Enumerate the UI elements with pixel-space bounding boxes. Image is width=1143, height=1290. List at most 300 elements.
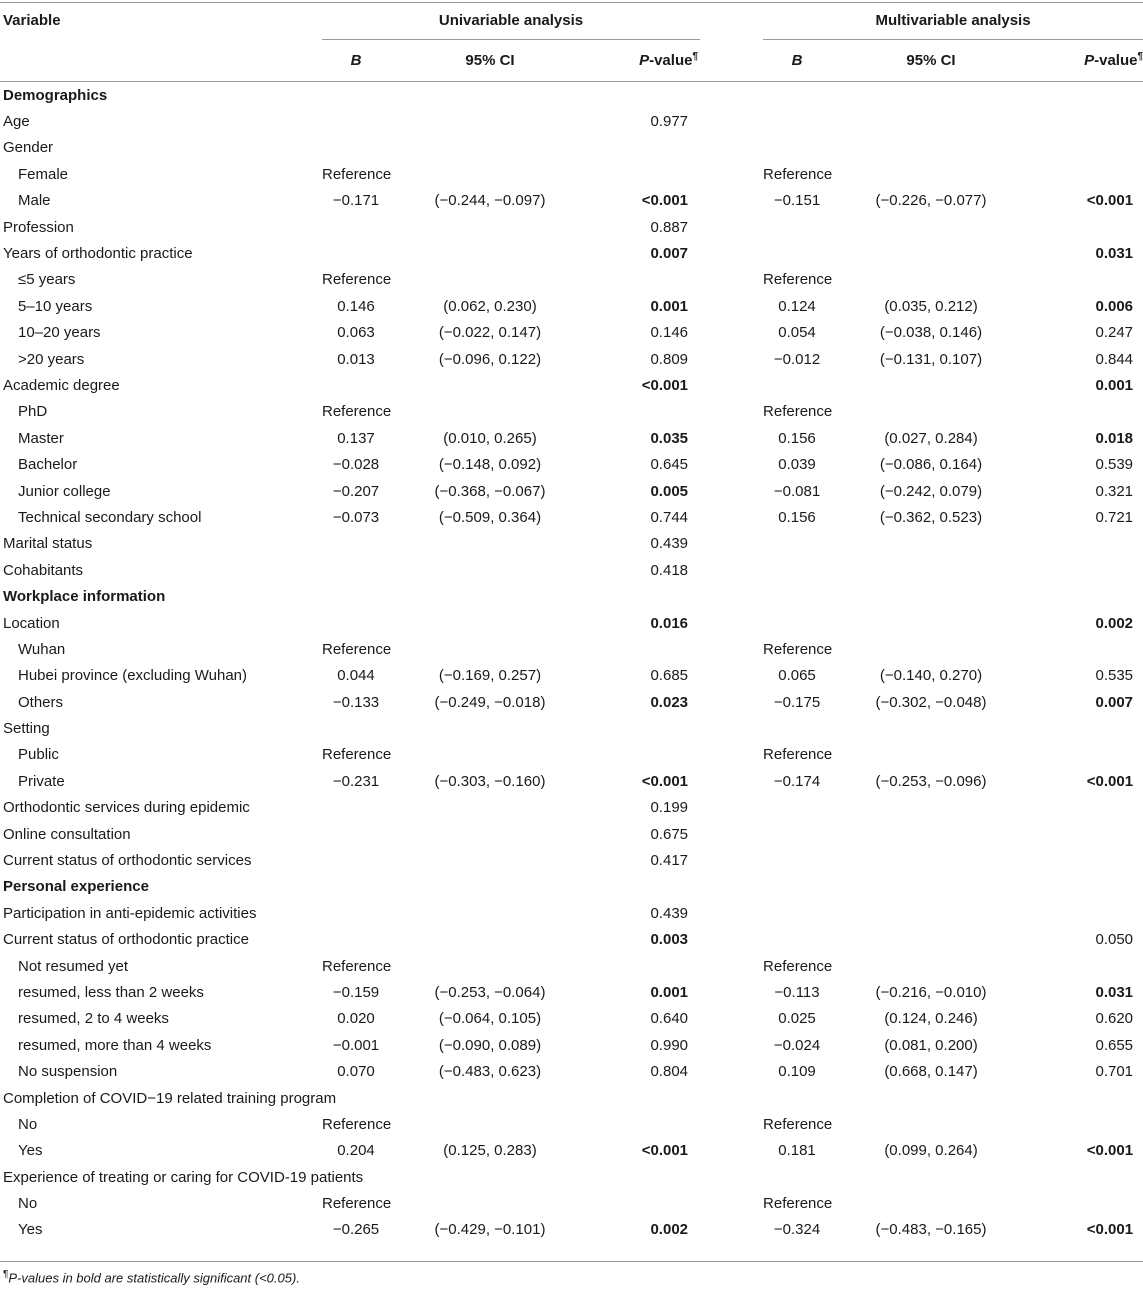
univariable-p-value: 0.146 [650,324,689,342]
row-label: Technical secondary school [18,508,202,526]
univariable-p-value: 0.645 [650,456,689,474]
spacer [700,979,763,1005]
row-label: Workplace information [3,588,166,606]
row-label: ≤5 years [18,271,76,289]
multivariable-ci: (−0.483, −0.165) [875,1221,987,1239]
multivariable-p-value [1031,399,1143,425]
row-label: Personal experience [3,878,149,896]
univariable-b: Reference [322,1115,392,1133]
multivariable-p-value [1031,1164,1143,1190]
spacer [700,610,763,636]
univariable-ci: (−0.509, 0.364) [438,508,542,526]
univariable-b: 0.013 [337,350,375,368]
multivariable-b: Reference [763,165,833,183]
row-label: Orthodontic services during epidemic [3,799,250,817]
univariable-b: Reference [322,403,392,421]
multivariable-p-value: 0.620 [1095,1010,1134,1028]
multivariable-ci [831,927,1031,953]
spacer [700,742,763,768]
table-row [0,847,1143,873]
multivariable-b [763,531,831,557]
univariable-p-value [590,135,700,161]
univariable-ci [390,531,590,557]
multivariable-b [763,1164,831,1190]
section-row [0,874,1143,900]
univariable-p-value: 0.023 [650,693,689,711]
univariable-p-value [590,1164,700,1190]
multivariable-ci [831,1111,1031,1137]
multivariable-p-value: <0.001 [1086,772,1134,790]
univariable-p-value: 0.675 [650,825,689,843]
table-row [0,1085,1143,1111]
multivariable-p-value [1031,874,1143,900]
table-row [0,715,1143,741]
univariable-ci: (−0.303, −0.160) [434,772,546,790]
multivariable-ci: (−0.216, −0.010) [875,983,987,1001]
spacer [700,425,763,451]
table-row [0,504,1143,530]
univariable-b: −0.207 [332,482,380,500]
spacer [700,1032,763,1058]
spacer [700,874,763,900]
table-row [0,1164,1143,1190]
table-row [0,188,1143,214]
multivariable-b [763,108,831,134]
multivariable-p-value: 0.247 [1095,324,1134,342]
multivariable-b [763,583,831,609]
multivariable-ci: (−0.086, 0.164) [879,456,983,474]
multivariable-ci: (−0.226, −0.077) [875,192,987,210]
multivariable-ci [831,715,1031,741]
multivariable-b: Reference [763,1115,833,1133]
univariable-p-value: <0.001 [641,376,689,394]
table-row [0,161,1143,187]
spacer [700,557,763,583]
multivariable-ci: (0.027, 0.284) [884,429,978,447]
header-m-p: P-value¶ [1084,51,1143,69]
multivariable-ci: (0.124, 0.246) [884,1010,978,1028]
multivariable-p-value: 0.006 [1095,297,1134,315]
row-label: Others [18,693,64,711]
multivariable-b [763,795,831,821]
univariable-b [322,715,390,741]
header-variable: Variable [3,11,61,29]
univariable-b: −0.265 [332,1221,380,1239]
univariable-ci [390,795,590,821]
row-label: resumed, more than 4 weeks [18,1036,212,1054]
univariable-p-value: 0.439 [650,535,689,553]
multivariable-b: 0.025 [778,1010,816,1028]
multivariable-p-value: 0.050 [1095,931,1134,949]
multivariable-p-value: 0.321 [1095,482,1134,500]
spacer [700,689,763,715]
header-univariable: Univariable analysis [438,11,584,29]
row-label: 10–20 years [18,324,101,342]
univariable-ci [390,927,590,953]
spacer [700,504,763,530]
table-row [0,1032,1143,1058]
spacer [700,900,763,926]
univariable-b: 0.146 [337,297,375,315]
univariable-p-value [590,953,700,979]
multivariable-ci [831,610,1031,636]
univariable-b [322,531,390,557]
univariable-p-value: 0.417 [650,852,689,870]
univariable-ci [390,161,590,187]
row-label: >20 years [18,350,85,368]
univariable-ci: (0.062, 0.230) [443,297,537,315]
row-label: Current status of orthodontic services [3,852,252,870]
row-label: Experience of treating or caring for COVID-19 patients [3,1168,364,1186]
univariable-p-value: 0.744 [650,508,689,526]
multivariable-p-value [1031,80,1143,108]
univariable-p-value [590,1190,700,1216]
univariable-b: −0.133 [332,693,380,711]
univariable-b [322,610,390,636]
univariable-ci [390,742,590,768]
row-label: resumed, less than 2 weeks [18,983,204,1001]
multivariable-p-value [1031,795,1143,821]
row-label: Age [3,113,30,131]
univariable-b: Reference [322,271,392,289]
table-row [0,293,1143,319]
table-row [0,953,1143,979]
multivariable-ci [831,847,1031,873]
spacer [700,795,763,821]
table-footnote: ¶P-values in bold are statistically significant (<0.05). [3,1269,300,1286]
multivariable-ci [831,1085,1031,1111]
univariable-ci [390,1085,590,1111]
multivariable-b: −0.175 [773,693,821,711]
univariable-b [322,108,390,134]
univariable-p-value [590,267,700,293]
multivariable-b: Reference [763,1195,833,1213]
univariable-b: −0.073 [332,508,380,526]
multivariable-ci [831,80,1031,108]
univariable-ci: (0.010, 0.265) [443,429,537,447]
multivariable-b: 0.039 [778,456,816,474]
multivariable-p-value [1031,715,1143,741]
table-row [0,478,1143,504]
multivariable-b [763,900,831,926]
spacer [700,108,763,134]
multivariable-ci: (−0.362, 0.523) [879,508,983,526]
multivariable-p-value: 0.701 [1095,1063,1134,1081]
univariable-p-value: 0.685 [650,667,689,685]
multivariable-b [763,214,831,240]
univariable-ci [390,953,590,979]
univariable-b: 0.070 [337,1063,375,1081]
spacer [700,1190,763,1216]
spacer [700,531,763,557]
row-label: Completion of COVID−19 related training program [3,1089,337,1107]
univariable-b: 0.020 [337,1010,375,1028]
univariable-b: −0.001 [332,1036,380,1054]
univariable-b: Reference [322,640,392,658]
univariable-p-value: 0.002 [650,1221,689,1239]
multivariable-ci: (0.081, 0.200) [884,1036,978,1054]
multivariable-ci [831,821,1031,847]
multivariable-p-value: 0.655 [1095,1036,1134,1054]
multivariable-ci [831,108,1031,134]
univariable-ci [390,636,590,662]
row-label: Participation in anti-epidemic activities [3,904,257,922]
multivariable-ci: (−0.253, −0.096) [875,772,987,790]
multivariable-p-value [1031,108,1143,134]
univariable-b [322,135,390,161]
spacer [700,478,763,504]
multivariable-p-value: <0.001 [1086,1221,1134,1239]
row-label: Demographics [3,86,108,104]
row-label: Public [18,746,59,764]
univariable-b: Reference [322,1195,392,1213]
multivariable-b: Reference [763,403,833,421]
table-row [0,240,1143,266]
spacer [700,715,763,741]
row-label: Online consultation [3,825,131,843]
spacer [700,1085,763,1111]
multivariable-p-value [1031,742,1143,768]
univariable-b [322,847,390,873]
multivariable-p-value [1031,847,1143,873]
spacer [700,1111,763,1137]
multivariable-p-value [1031,135,1143,161]
multivariable-ci: (0.035, 0.212) [884,297,978,315]
univariable-p-value [590,80,700,108]
multivariable-b: Reference [763,271,833,289]
multivariable-ci [831,161,1031,187]
multivariable-b [763,1085,831,1111]
multivariable-p-value [1031,636,1143,662]
multivariable-ci [831,399,1031,425]
univariable-b [322,900,390,926]
multivariable-b: Reference [763,746,833,764]
row-label: Current status of orthodontic practice [3,931,249,949]
multivariable-p-value: 0.031 [1095,245,1134,263]
row-label: Marital status [3,535,93,553]
univariable-p-value: 0.016 [650,614,689,632]
multivariable-b: −0.113 [774,983,820,1001]
univariable-b [322,80,390,108]
univariable-p-value: 0.001 [650,983,689,1001]
spacer [700,847,763,873]
row-label: Master [18,429,64,447]
univariable-ci: (−0.169, 0.257) [438,667,542,685]
univariable-ci [390,108,590,134]
univariable-b: 0.063 [337,324,375,342]
multivariable-p-value: 0.001 [1095,376,1134,394]
multivariable-p-value [1031,557,1143,583]
row-label: Profession [3,218,74,236]
multivariable-ci [831,240,1031,266]
multivariable-ci [831,583,1031,609]
spacer [700,320,763,346]
spacer [700,1006,763,1032]
univariable-p-value [590,1085,700,1111]
univariable-ci: (−0.368, −0.067) [434,482,546,500]
univariable-ci [390,267,590,293]
multivariable-ci [831,1190,1031,1216]
table-row [0,610,1143,636]
row-label: 5–10 years [18,297,93,315]
row-label: Wuhan [18,640,66,658]
multivariable-b [763,715,831,741]
table-body [0,80,1143,1243]
multivariable-b: 0.054 [778,324,816,342]
univariable-ci [390,715,590,741]
header-u-p: P-value¶ [639,51,699,69]
univariable-p-value: 0.439 [650,904,689,922]
univariable-ci [390,1164,590,1190]
spacer [700,927,763,953]
univariable-b [322,795,390,821]
multivariable-p-value [1031,953,1143,979]
univariable-p-value [590,583,700,609]
spacer [700,1164,763,1190]
multivariable-b: −0.081 [773,482,821,500]
spacer [700,135,763,161]
multivariable-b: 0.065 [778,667,816,685]
univariable-ci: (−0.249, −0.018) [434,693,546,711]
univariable-b [322,583,390,609]
row-label: Bachelor [18,456,78,474]
row-label: resumed, 2 to 4 weeks [18,1010,169,1028]
header-u-b: B [350,51,362,69]
multivariable-b: 0.156 [778,508,816,526]
spacer [700,267,763,293]
multivariable-ci [831,742,1031,768]
table-row [0,742,1143,768]
table-row [0,1111,1143,1137]
multivariable-ci [831,135,1031,161]
row-label: PhD [18,403,48,421]
table-row [0,531,1143,557]
multivariable-b [763,610,831,636]
univariable-ci [390,557,590,583]
univariable-b: −0.171 [332,192,380,210]
spacer [700,346,763,372]
row-label: Not resumed yet [18,957,129,975]
multivariable-b [763,927,831,953]
univariable-ci [390,583,590,609]
multivariable-p-value: 0.002 [1095,614,1134,632]
univariable-p-value [590,874,700,900]
univariable-ci [390,372,590,398]
row-label: Cohabitants [3,561,84,579]
row-label: Setting [3,720,50,738]
multivariable-b [763,557,831,583]
multivariable-b [763,372,831,398]
spacer [700,80,763,108]
row-label: Gender [3,139,54,157]
univariable-p-value [590,636,700,662]
table-row [0,927,1143,953]
multivariable-p-value [1031,214,1143,240]
univariable-b: −0.028 [332,456,380,474]
table-row [0,768,1143,794]
header-multivariable: Multivariable analysis [875,11,1031,29]
table-row [0,689,1143,715]
multivariable-ci [831,1164,1031,1190]
spacer [700,372,763,398]
multivariable-b: −0.151 [773,192,821,210]
table-row [0,821,1143,847]
table-row [0,425,1143,451]
multivariable-ci: (−0.131, 0.107) [879,350,983,368]
univariable-b: Reference [322,746,392,764]
univariable-p-value: 0.809 [650,350,689,368]
row-label: Hubei province (excluding Wuhan) [18,667,248,685]
table-row [0,399,1143,425]
table-row [0,135,1143,161]
univariable-ci [390,399,590,425]
univariable-b: Reference [322,957,392,975]
univariable-b: 0.204 [337,1142,375,1160]
univariable-ci [390,610,590,636]
univariable-ci [390,821,590,847]
multivariable-ci [831,267,1031,293]
multivariable-p-value [1031,900,1143,926]
multivariable-ci [831,557,1031,583]
multivariable-p-value: <0.001 [1086,1142,1134,1160]
spacer [700,768,763,794]
multivariable-p-value: 0.844 [1095,350,1134,368]
multivariable-b: Reference [763,640,833,658]
multivariable-b: −0.024 [773,1036,821,1054]
multivariable-b: Reference [763,957,833,975]
univariable-ci: (−0.429, −0.101) [434,1221,546,1239]
univariable-b [322,214,390,240]
multivariable-ci [831,372,1031,398]
univariable-p-value [590,399,700,425]
univariable-p-value: 0.977 [650,113,689,131]
section-row [0,80,1143,108]
header-m-ci: 95% CI [906,51,956,69]
univariable-b: Reference [322,165,392,183]
row-label: Female [18,165,69,183]
univariable-p-value [590,715,700,741]
univariable-ci: (−0.022, 0.147) [438,324,542,342]
table-row [0,636,1143,662]
row-label: No suspension [18,1063,118,1081]
univariable-ci: (−0.148, 0.092) [438,456,542,474]
univariable-b [322,874,390,900]
table-row [0,1217,1143,1243]
univariable-p-value [590,1111,700,1137]
multivariable-ci [831,214,1031,240]
spacer [700,161,763,187]
spacer [700,240,763,266]
multivariable-ci [831,636,1031,662]
row-label: No [18,1195,38,1213]
univariable-ci [390,900,590,926]
section-row [0,583,1143,609]
multivariable-p-value: 0.535 [1095,667,1134,685]
spacer [700,293,763,319]
univariable-b: −0.159 [332,983,380,1001]
univariable-ci: (−0.253, −0.064) [434,983,546,1001]
univariable-ci [390,1111,590,1137]
multivariable-b [763,80,831,108]
univariable-b [322,927,390,953]
univariable-p-value: <0.001 [641,192,689,210]
multivariable-p-value: 0.007 [1095,693,1134,711]
univariable-ci: (0.125, 0.283) [443,1142,537,1160]
multivariable-p-value: 0.031 [1095,983,1134,1001]
univariable-p-value: 0.005 [650,482,689,500]
multivariable-ci: (0.099, 0.264) [884,1142,978,1160]
spacer [700,1058,763,1084]
